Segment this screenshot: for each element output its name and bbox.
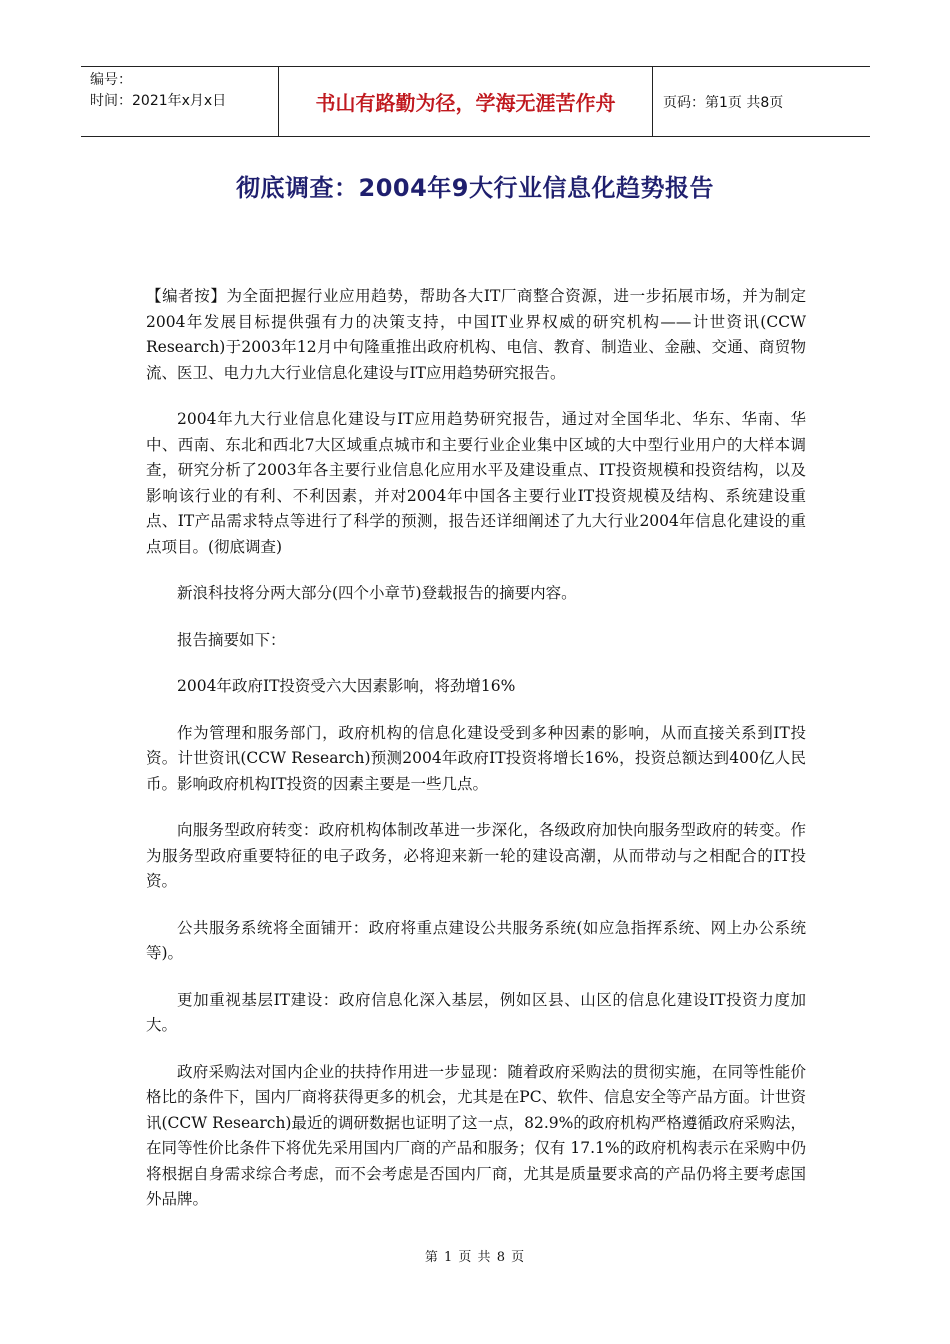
body-paragraph: 报告摘要如下：: [177, 630, 286, 649]
body-paragraph: 公共服务系统将全面铺开：政府将重点建设公共服务系统(如应急指挥系统、网上办公系统等)。: [146, 918, 806, 962]
header-meta: [81, 67, 279, 136]
body-paragraph: 作为管理和服务部门，政府机构的信息化建设受到多种因素的影响，从而直接关系到IT投资。计世资讯(CCW Research)预测2004年政府IT投资将增长16%，投资总额达到400亿人民币。影响政府机构IT投资的因素主要是一些几点。: [146, 723, 806, 793]
body-paragraph: 向服务型政府转变：政府机构体制改革进一步深化，各级政府加快向服务型政府的转变。作为服务型政府重要特征的电子政务，必将迎来新一轮的建设高潮，从而带动与之相配合的IT投资。: [146, 821, 806, 890]
body-paragraph: 政府采购法对国内企业的扶持作用进一步显现：随着政府采购法的贯彻实施，在同等性能价格比的条件下，国内厂商将获得更多的机会，尤其是在PC、软件、信息安全等产品方面。计世资讯(CCW Research)最近的调研数据也证明了这一点，82.9%的政府机构严格遵循政府采购法，在同等性价比条件下将优先采用国内厂商的产品和服务；仅有 17.1%的政府机构表示在采购中仍将根据自身需求综合考虑，而不会考虑是否国内厂商，尤其是质量要求高的产品仍将主要考虑国外品牌。: [146, 1062, 806, 1208]
editor-note-paragraph: 【编者按】为全面把握行业应用趋势，帮助各大IT厂商整合资源，进一步拓展市场，并为制定2004年发展目标提供强有力的决策支持，中国IT业界权威的研究机构——计世资讯(CCW Research)于2003年12月中旬隆重推出政府机构、电信、教育、制造业、金融、交通、商贸物流、医卫、电力九大行业信息化建设与IT应用趋势研究报告。: [146, 287, 806, 382]
body-paragraph: 2004年九大行业信息化建设与IT应用趋势研究报告，通过对全国华北、华东、华南、华中、西南、东北和西北7大区域重点城市和主要行业企业集中区域的大中型行业用户的大样本调查，研究分析了2003年各主要行业信息化应用水平及建设重点、IT投资规模和投资结构，以及影响该行业的有利、不利因素，并对2004年中国各主要行业IT投资规模及结构、系统建设重点、IT产品需求特点等进行了科学的预测，报告还详细阐述了九大行业2004年信息化建设的重点项目。(彻底调查): [146, 410, 806, 556]
document-date-label: 时间：2021年x月x日: [90, 93, 227, 109]
header-page-info: 页码：第1页 共8页: [663, 94, 784, 111]
page-header: [81, 66, 870, 137]
page-footer: 第 1 页 共 8 页: [424, 1250, 526, 1265]
body-paragraph: 更加重视基层IT建设：政府信息化深入基层，例如区县、山区的信息化建设IT投资力度加大。: [146, 990, 806, 1034]
section-heading: 2004年政府IT投资受六大因素影响，将劲增16%: [177, 677, 516, 695]
body-paragraph: 新浪科技将分两大部分(四个小章节)登载报告的摘要内容。: [177, 584, 577, 602]
document-body: [146, 284, 806, 1234]
document-number-label: 编号：: [90, 72, 132, 88]
header-motto: 书山有路勤为径，学海无涯苦作舟: [279, 67, 653, 136]
document-title: 彻底调查：2004年9大行业信息化趋势报告: [236, 174, 714, 202]
